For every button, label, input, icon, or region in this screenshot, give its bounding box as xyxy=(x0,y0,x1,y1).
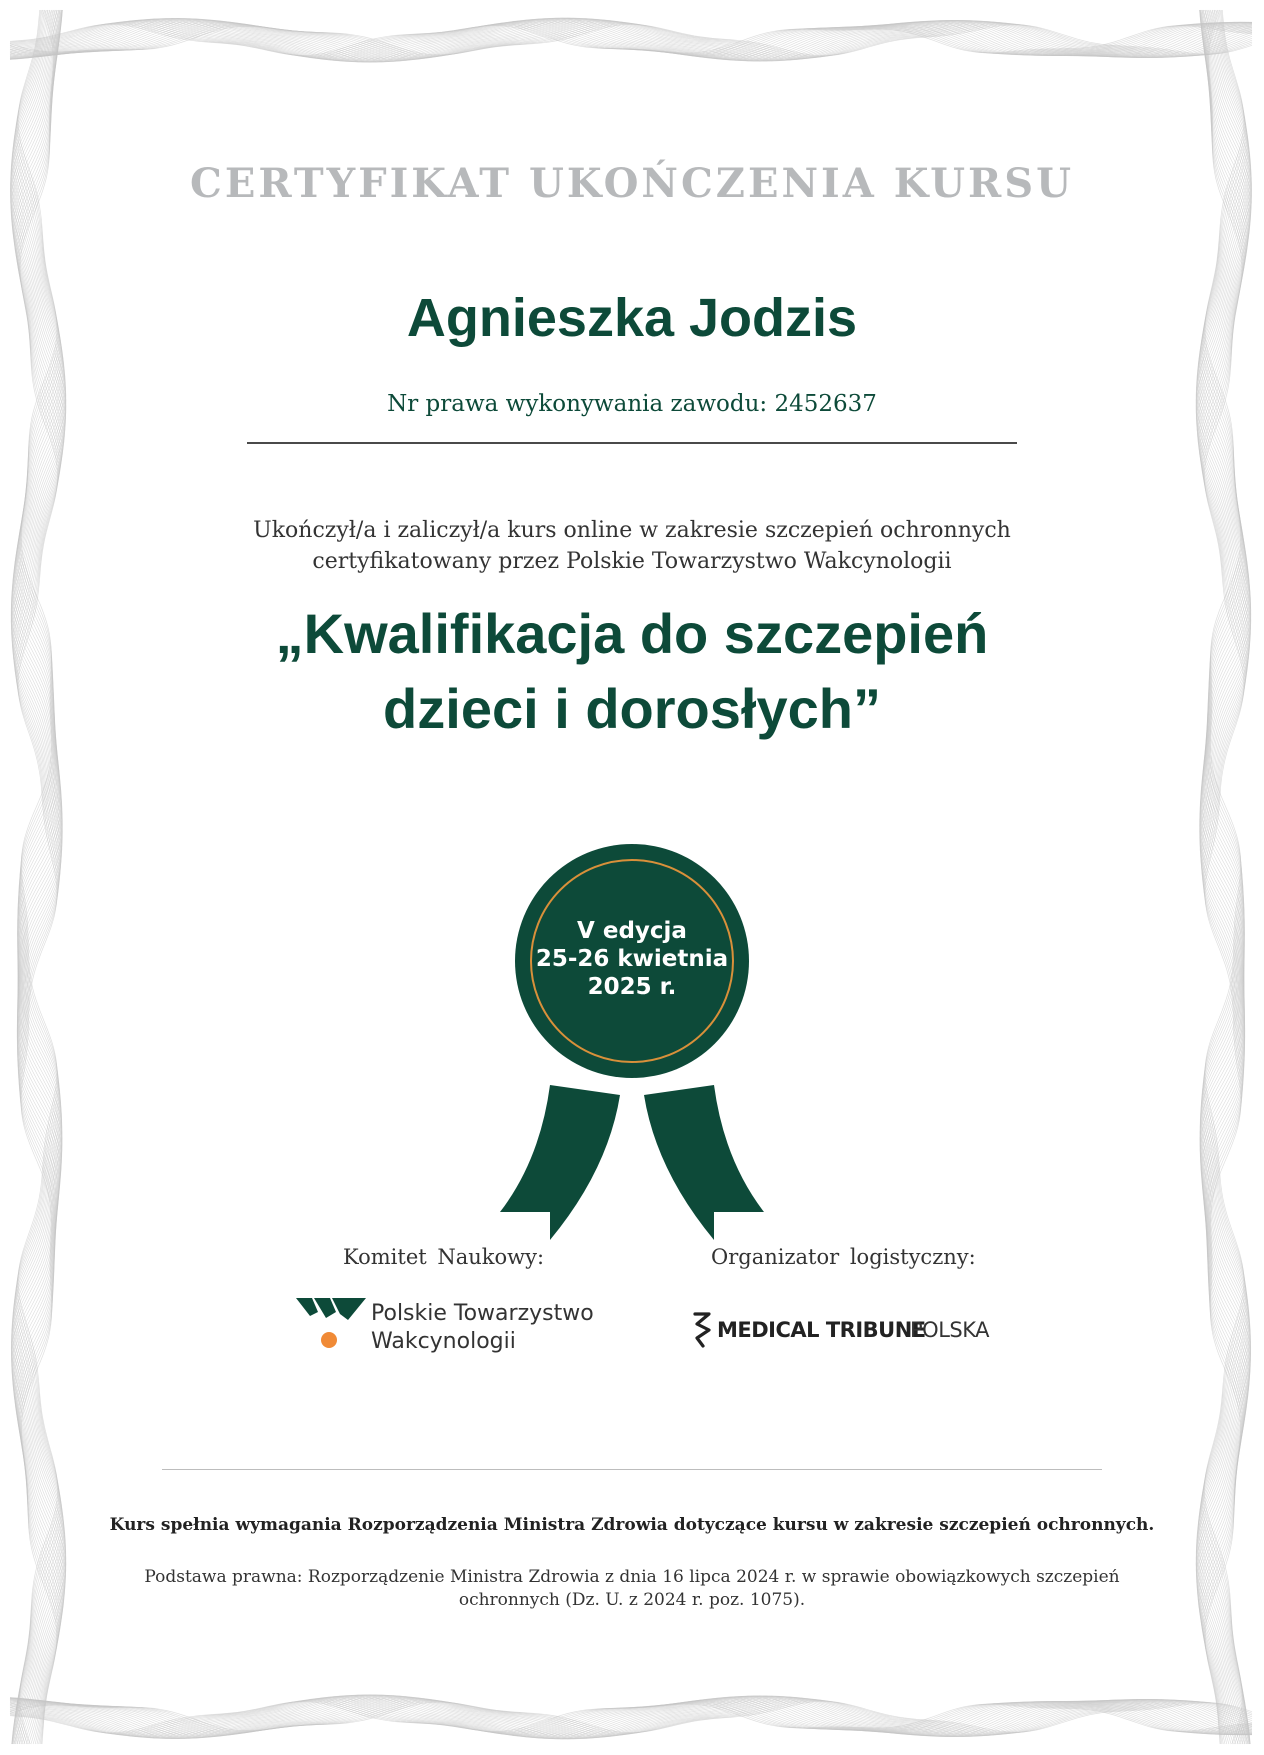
badge-year: 2025 r. xyxy=(587,974,677,1000)
committee-label: Komitet Naukowy: xyxy=(343,1245,545,1269)
license-label: Nr prawa wykonywania zawodu: xyxy=(387,391,768,417)
ribbon-left xyxy=(500,1085,620,1240)
completion-text-line1: Ukończył/a i zaliczył/a kurs online w zakresie szczepień ochronnych xyxy=(253,518,1011,543)
license-line xyxy=(0,391,1264,417)
course-title-line2: dzieci i dorosłych” xyxy=(383,677,881,740)
award-rosette-icon xyxy=(490,840,774,1250)
certificate-heading: CERTYFIKAT UKOŃCZENIA KURSU xyxy=(190,160,1074,207)
course-title-line1: „Kwalifikacja do szczepień xyxy=(275,602,989,665)
medical-tribune-country: POLSKA xyxy=(910,1318,989,1342)
legal-basis-line2: ochronnych (Dz. U. z 2024 r. poz. 1075). xyxy=(458,1590,806,1610)
organizer-label: Organizator logistyczny: xyxy=(711,1245,976,1269)
divider xyxy=(247,442,1017,444)
footer-divider xyxy=(162,1469,1102,1470)
ptw-name-line1: Polskie Towarzystwo xyxy=(371,1301,594,1326)
legal-basis-line1: Podstawa prawna: Rozporządzenie Ministra Zdrowia z dnia 16 lipca 2024 r. w sprawie obowiązkowych szczepień xyxy=(144,1567,1120,1587)
completion-text-line2: certyfikatowany przez Polskie Towarzystwo Wakcynologii xyxy=(312,549,952,574)
recipient-name: Agnieszka Jodzis xyxy=(406,288,858,348)
ptw-logo-icon xyxy=(296,1298,366,1352)
ribbon-right xyxy=(644,1085,764,1240)
medical-tribune-logo-icon xyxy=(691,1310,713,1348)
ptw-name-line2: Wakcynologii xyxy=(371,1329,516,1354)
badge-edition: V edycja xyxy=(577,918,687,944)
requirements-note: Kurs spełnia wymagania Rozporządzenia Ministra Zdrowia dotyczące kursu w zakresie szczepień ochronnych. xyxy=(109,1515,1155,1535)
badge-dates: 25-26 kwietnia xyxy=(535,946,729,972)
license-number: 2452637 xyxy=(774,391,877,417)
medical-tribune-name: MEDICAL TRIBUNE xyxy=(717,1318,926,1342)
